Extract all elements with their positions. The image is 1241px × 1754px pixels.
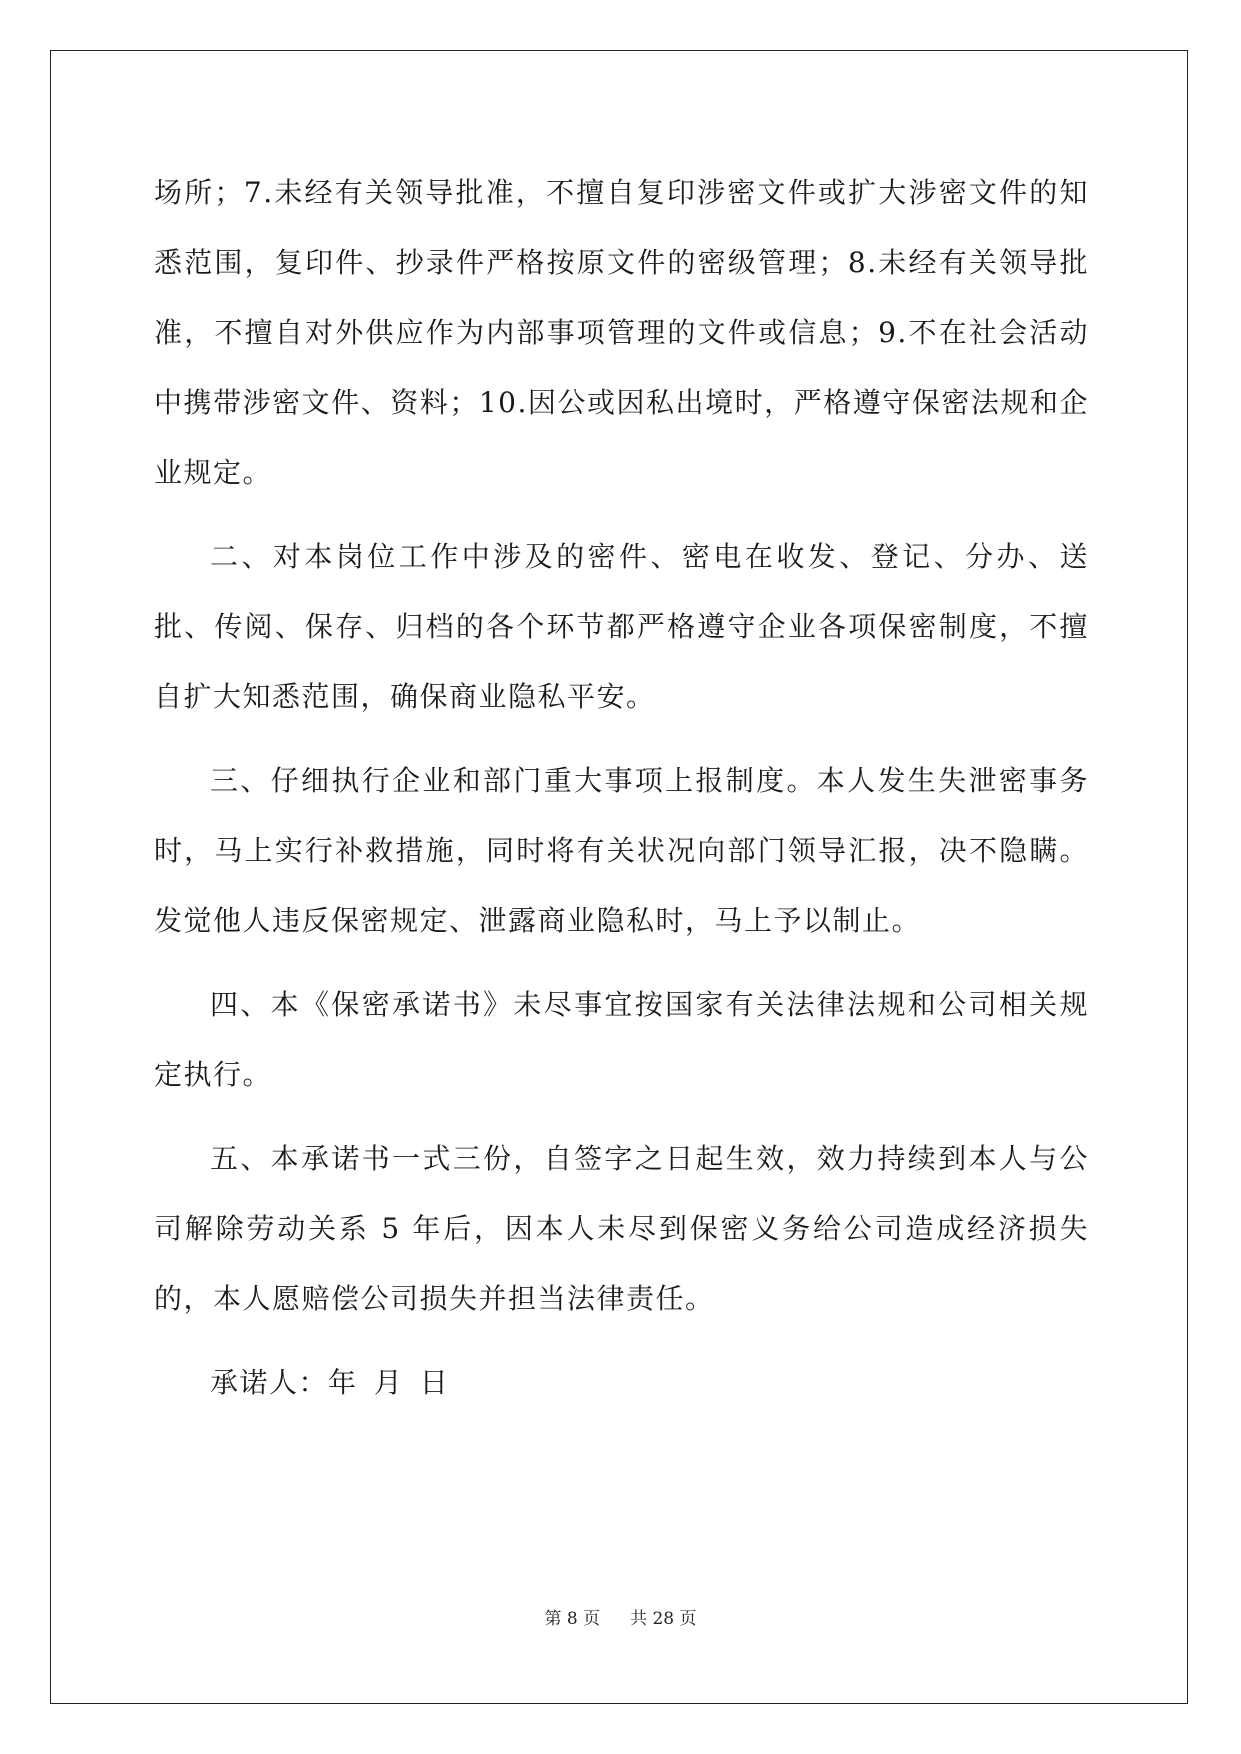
paragraph-clause-5: 五、本承诺书一式三份，自签字之日起生效，效力持续到本人与公司解除劳动关系 5 年后，因本人未尽到保密义务给公司造成经济损失的，本人愿赔偿公司损失并担当法律责任。 [154,1142,1089,1315]
paragraph-clause-3: 三、仔细执行企业和部门重大事项上报制度。本人发生失泄密事务时，马上实行补救措施，同时将有关状况向部门领导汇报，决不隐瞒。发觉他人违反保密规定、泄露商业隐私时，马上予以制止。 [154,764,1089,937]
page-total: 共 28 页 [630,1609,697,1629]
page-footer [0,1604,1241,1629]
paragraph-continued: 场所；7.未经有关领导批准，不擅自复印涉密文件或扩大涉密文件的知悉范围，复印件、抄录件严格按原文件的密级管理；8.未经有关领导批准，不擅自对外供应作为内部事项管理的文件或信息；9.不在社会活动中携带涉密文件、资料；10.因公或因私出境时，严格遵守保密法规和企业规定。 [154,176,1089,489]
signature-line: 承诺人：年 月 日 [210,1366,450,1399]
paragraph-clause-2: 二、对本岗位工作中涉及的密件、密电在收发、登记、分办、送批、传阅、保存、归档的各个环节都严格遵守企业各项保密制度，不擅自扩大知悉范围，确保商业隐私平安。 [154,540,1089,713]
document-body [154,158,1089,1432]
page-number: 第 8 页 [544,1609,601,1629]
paragraph-clause-4: 四、本《保密承诺书》未尽事宜按国家有关法律法规和公司相关规定执行。 [154,988,1089,1091]
